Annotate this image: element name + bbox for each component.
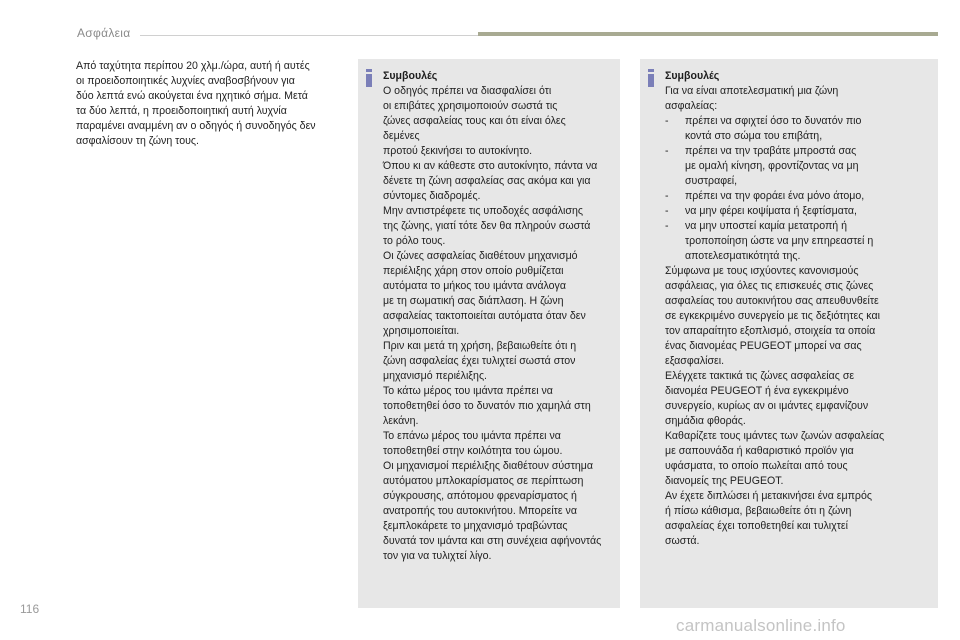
watermark: carmanualsonline.info	[676, 616, 846, 635]
panel-2-intro: Για να είναι αποτελεσματική μια ζώνη ασφαλείας:	[665, 85, 839, 112]
advice-panel-2	[640, 59, 938, 608]
list-item: - πρέπει να την φοράει ένα μόνο άτομο,	[665, 189, 932, 204]
list-item: - πρέπει να σφιχτεί όσο το δυνατόν πιο κοντά στο σώμα του επιβάτη,	[665, 114, 932, 144]
panel-2-bullet-list	[665, 114, 932, 264]
info-icon	[366, 69, 372, 87]
advice-panel-1	[358, 59, 620, 608]
page-number: 116	[20, 602, 40, 616]
left-column-text: Από ταχύτητα περίπου 20 χλμ./ώρα, αυτή ή αυτές οι προειδοποιητικές λυχνίες αναβοσβήνουν για δύο λεπτά ενώ ακούγεται ένα ηχητικό σήμα. Μετά τα δύο λεπτά, η προειδοποιητική αυτή λυχνία παραμένει αναμμένη αν ο οδηγός ή συνοδηγός δεν ασφαλίσουν τη ζώνη τους.	[76, 60, 316, 147]
panel-1-title: Συμβουλές	[383, 70, 438, 82]
list-item: - να μην φέρει κοψίματα ή ξεφτίσματα,	[665, 204, 932, 219]
panel-1-text: Ο οδηγός πρέπει να διασφαλίσει ότι οι επιβάτες χρησιμοποιούν σωστά τις ζώνες ασφαλείας τους και ότι είναι όλες δεμένες προτού ξεκινήσει το αυτοκίνητο. Όπου κι αν κάθεστε στο αυτοκίνητο, πάντα να δένετε τη ζώνη ασφαλείας σας ακόμα και για σύντομες διαδρομές. Μην αντιστρέφετε τις υποδοχές ασφάλισης της ζώνης, γιατί τότε δεν θα πληρούν σωστά το ρόλο τους. Οι ζώνες ασφαλείας διαθέτουν μηχανισμό περιέλιξης χάρη στον οποίο ρυθμίζεται αυτόματα το μήκος του ιμάντα ανάλογα με τη σωματική σας διάπλαση. Η ζώνη ασφαλείας τακτοποιείται αυτόματα όταν δεν χρησιμοποιείται. Πριν και μετά τη χρήση, βεβαιωθείτε ότι η ζώνη ασφαλείας έχει τυλιχτεί σωστά στον μηχανισμό περιέλιξης. Το κάτω μέρος του ιμάντα πρέπει να τοποθετηθεί όσο το δυνατόν πιο χαμηλά στη λεκάνη. Το επάνω μέρος του ιμάντα πρέπει να τοποθετηθεί στην κοιλότητα του ώμου. Οι μηχανισμοί περιέλιξης διαθέτουν σύστημα αυτόματου μπλοκαρίσματος σε περίπτωση σύγκρουσης, απότομου φρεναρίσματος ή ανατροπής του αυτοκινήτου. Μπορείτε να ξεμπλοκάρετε το μηχανισμό τραβώντας δυνατά τον ιμάντα και στη συνέχεια αφήνοντάς τον για να τυλιχτεί λίγο.	[383, 85, 602, 562]
list-item: - πρέπει να την τραβάτε μπροστά σας με ομαλή κίνηση, φροντίζοντας να μη συστραφεί,	[665, 144, 932, 189]
section-title: Ασφάλεια	[77, 26, 131, 40]
list-item: - να μην υποστεί καμία μετατροπή ή τροποποίηση ώστε να μην επηρεαστεί η αποτελεσματικότητά της.	[665, 219, 932, 264]
panel-2-title: Συμβουλές	[665, 70, 720, 82]
header-divider	[140, 35, 478, 36]
header-accent-bar	[478, 32, 938, 36]
left-column	[76, 59, 338, 149]
info-icon	[648, 69, 654, 87]
panel-2-text: Σύμφωνα με τους ισχύοντες κανονισμούς ασφάλειας, για όλες τις επισκευές στις ζώνες ασφαλείας του αυτοκινήτου σας απευθυνθείτε σε εγκεκριμένο συνεργείο με τις δεξιότητες και τον απαραίτητο εξοπλισμό, στοιχεία τα οποία ένας διανομέας PEUGEOT μπορεί να σας εξασφαλίσει. Ελέγχετε τακτικά τις ζώνες ασφαλείας σε διανομέα PEUGEOT ή ένα εγκεκριμένο συνεργείο, κυρίως αν οι ιμάντες εμφανίζουν σημάδια φθοράς. Καθαρίζετε τους ιμάντες των ζωνών ασφαλείας με σαπουνάδα ή καθαριστικό προϊόν για υφάσματα, το οποίο πωλείται από τους διανομείς της PEUGEOT. Αν έχετε διπλώσει ή μετακινήσει ένα εμπρός ή πίσω κάθισμα, βεβαιωθείτε ότι η ζώνη ασφαλείας έχει τοποθετηθεί και τυλιχτεί σωστά.	[665, 265, 885, 547]
